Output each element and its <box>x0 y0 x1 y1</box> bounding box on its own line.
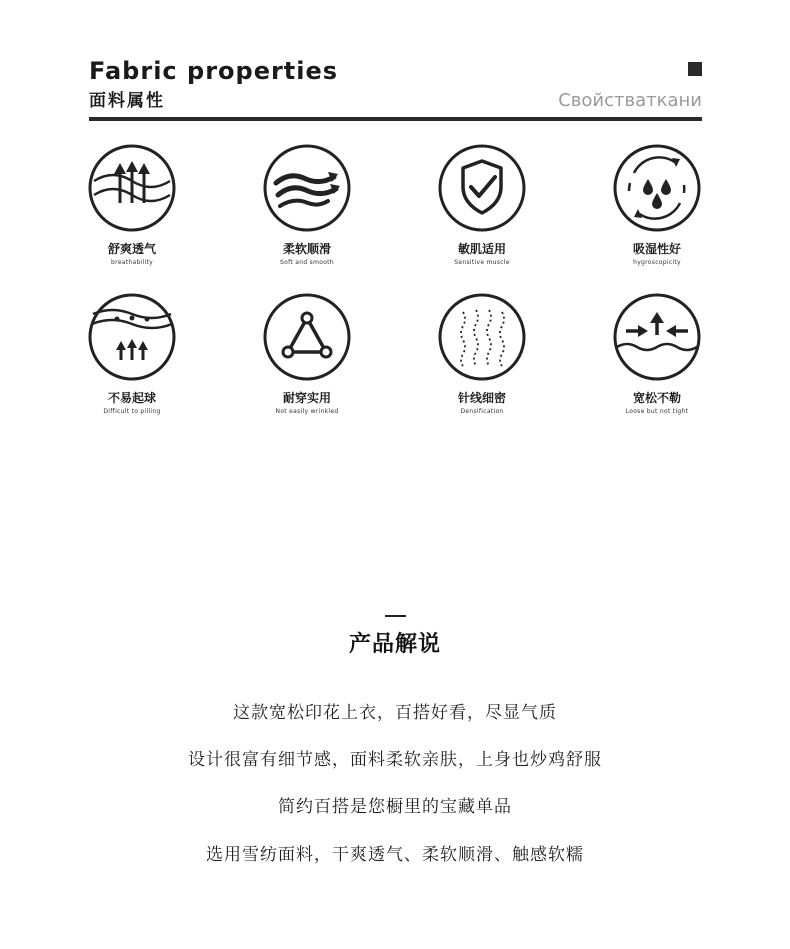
feature-label: 不易起球 <box>107 391 156 405</box>
description-line: 简约百搭是您橱里的宝藏单品 <box>278 797 512 817</box>
feature-soft-smooth <box>232 143 382 267</box>
section-title: 产品解说 <box>348 632 441 657</box>
shield-check-icon <box>437 143 527 233</box>
decorative-square <box>688 62 702 76</box>
soft-smooth-icon <box>262 143 352 233</box>
description-line: 选用雪纺面料，干爽透气、柔软顺滑、触感软糯 <box>206 845 584 865</box>
title-english: Fabric properties <box>89 57 339 85</box>
title-russian: Свойстваткани <box>558 90 702 111</box>
header-divider <box>89 117 702 121</box>
feature-label-en: Not easily wrinkled <box>275 408 339 415</box>
anti-pilling-icon <box>87 292 177 382</box>
feature-sensitive-skin <box>407 143 557 267</box>
feature-label-en: hygroscopicity <box>633 259 681 266</box>
feature-durable <box>232 292 382 416</box>
feature-breathability <box>57 143 207 267</box>
title-chinese: 面料属性 <box>89 91 165 111</box>
feature-label: 针线细密 <box>457 391 506 405</box>
feature-label: 耐穿实用 <box>282 391 331 405</box>
breathability-icon <box>87 143 177 233</box>
feature-loose-fit <box>582 292 732 416</box>
triangle-icon <box>262 292 352 382</box>
feature-label: 敏肌适用 <box>457 242 506 256</box>
section-divider <box>385 615 406 617</box>
feature-label-en: Difficult to pilling <box>103 408 161 415</box>
fabric-properties-header <box>89 56 702 124</box>
feature-label-en: breathability <box>111 259 153 266</box>
description-line: 设计很富有细节感，面料柔软亲肤，上身也炒鸡舒服 <box>188 750 602 770</box>
feature-anti-pilling <box>57 292 207 416</box>
feature-dense-stitching <box>407 292 557 416</box>
feature-hygroscopicity <box>582 143 732 267</box>
feature-label: 宽松不勒 <box>632 391 681 405</box>
feature-label-en: Soft and smooth <box>280 259 334 266</box>
feature-label: 柔软顺滑 <box>282 242 331 256</box>
dense-weave-icon <box>437 292 527 382</box>
loose-fit-icon <box>612 292 702 382</box>
feature-label: 舒爽透气 <box>107 242 156 256</box>
feature-label: 吸湿性好 <box>632 242 681 256</box>
feature-label-en: Densification <box>460 408 504 415</box>
feature-label-en: Sensitive muscle <box>454 259 510 266</box>
description-line: 这款宽松印花上衣，百搭好看，尽显气质 <box>233 703 557 723</box>
feature-label-en: Loose but not tight <box>625 408 689 415</box>
water-drops-icon <box>612 143 702 233</box>
